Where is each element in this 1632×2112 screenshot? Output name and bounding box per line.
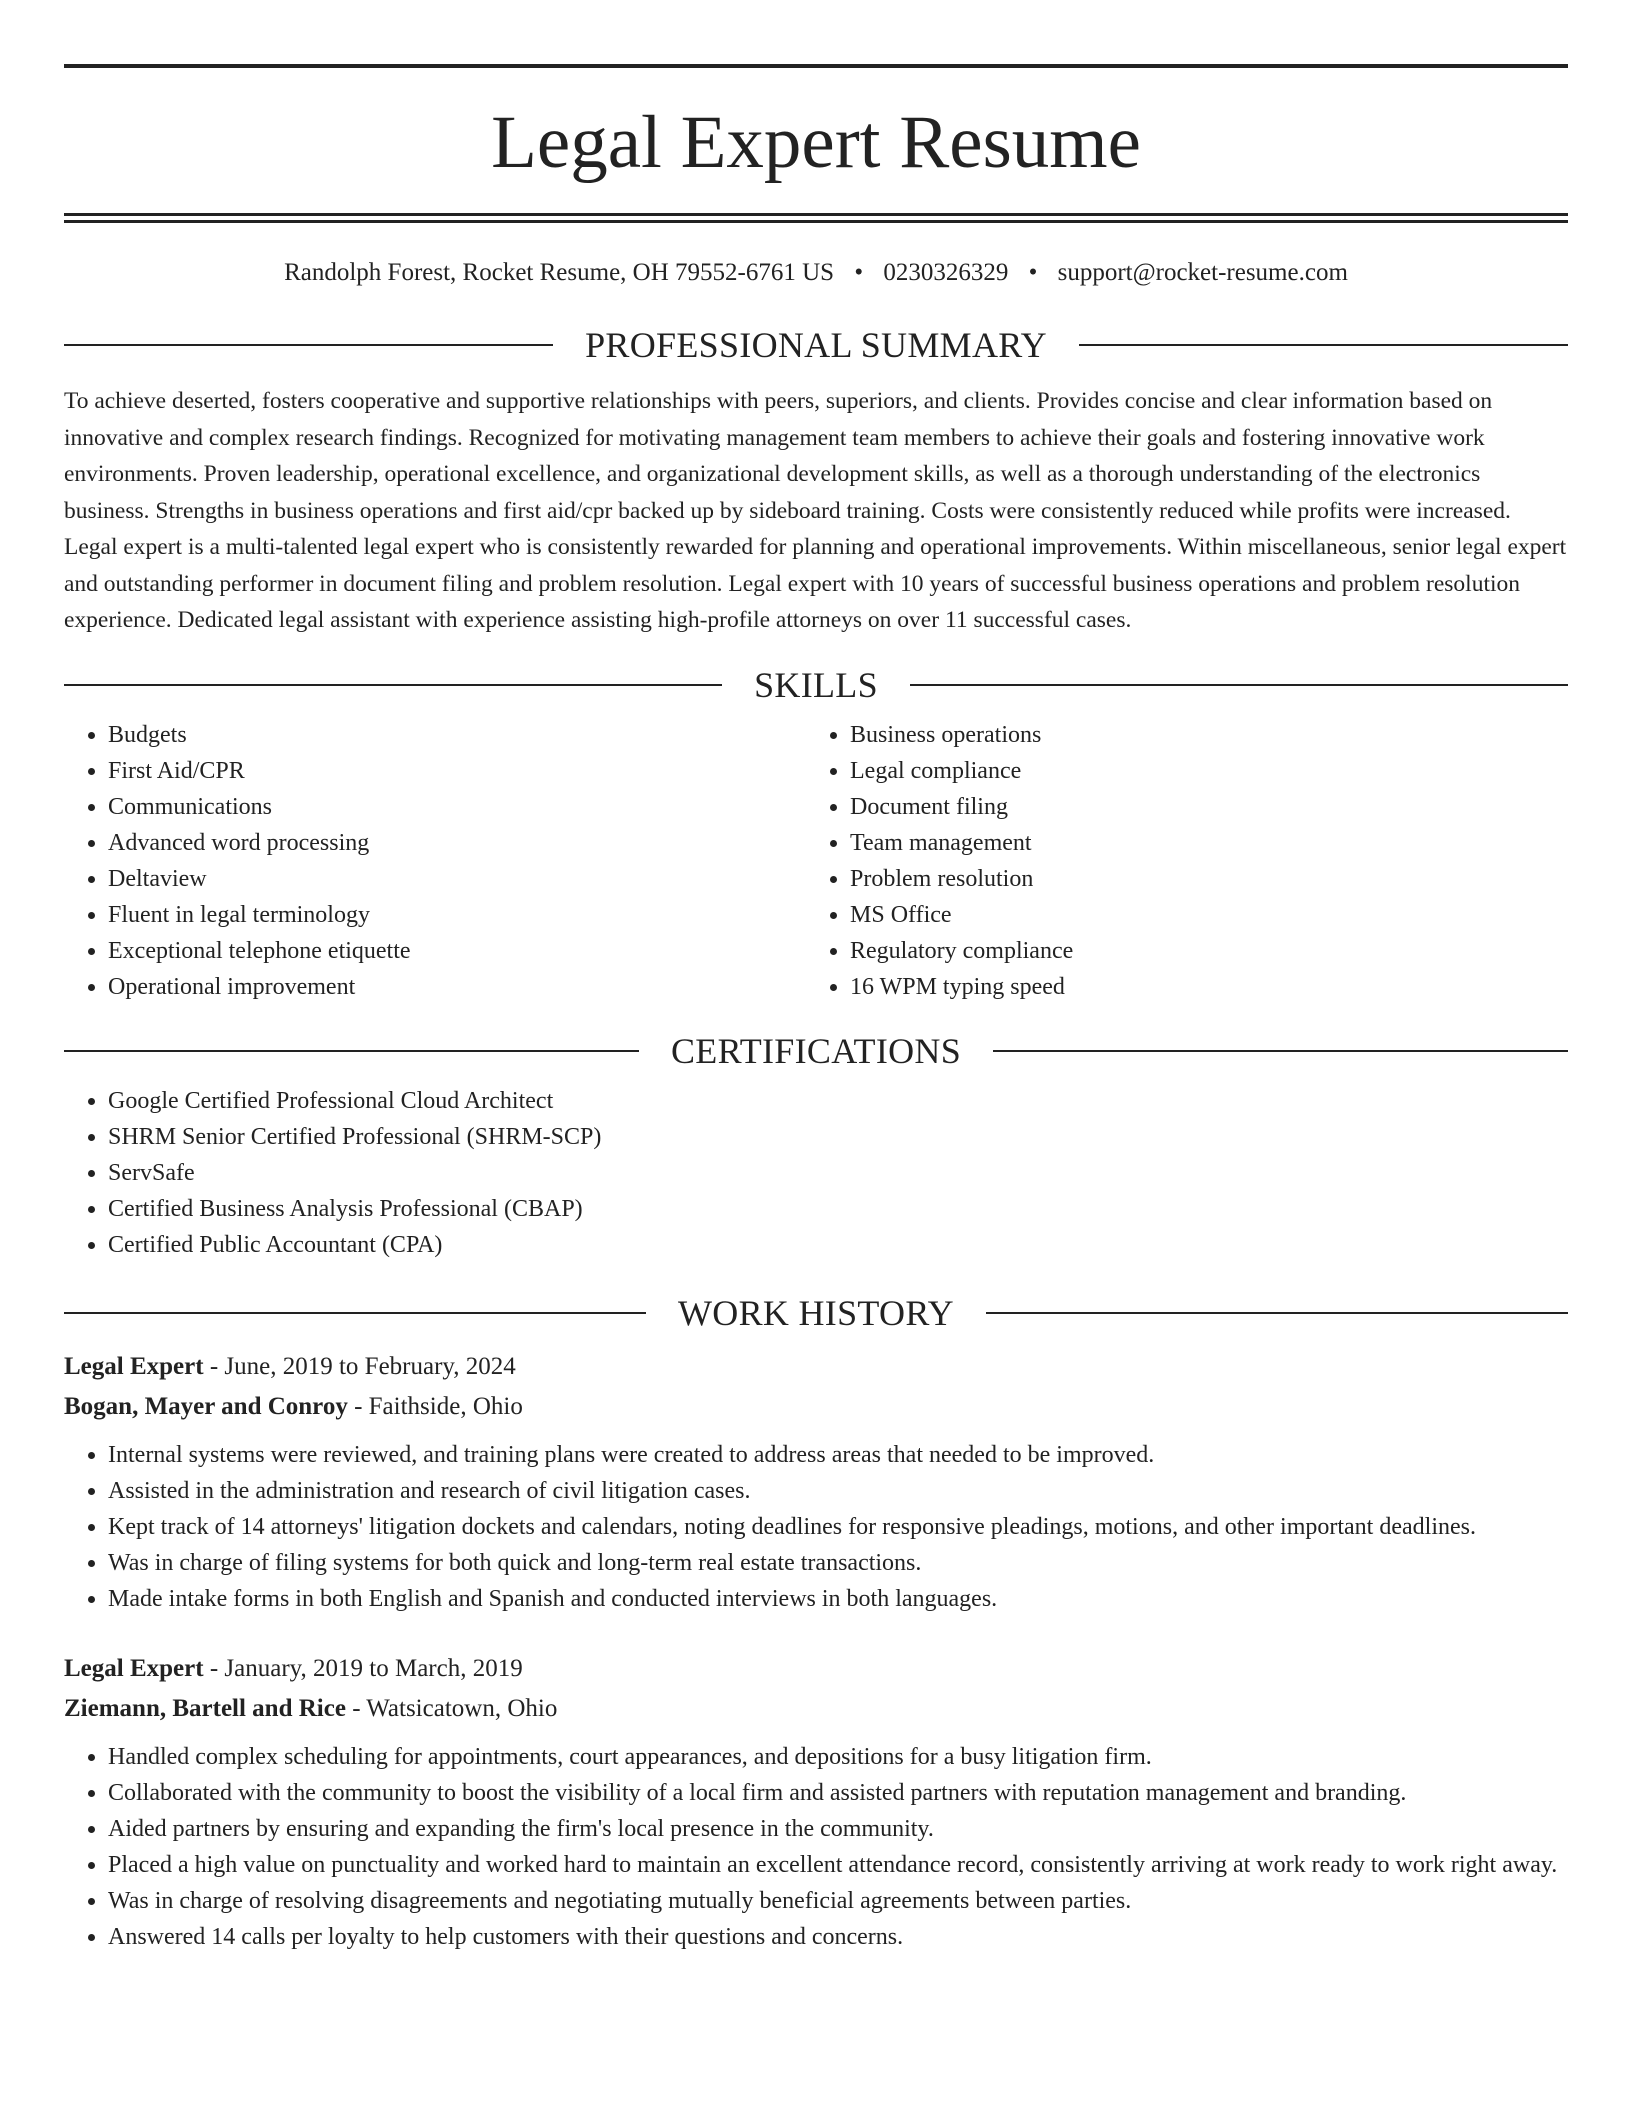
skill-item: • Deltaview: [108, 861, 806, 897]
job-duty-item: • Kept track of 14 attorneys' litigation dockets and calendars, noting deadlines for responsive pleadings, motions, and other important deadlines.: [108, 1509, 1568, 1545]
divider-line: [64, 1050, 639, 1052]
skills-list-left: [64, 717, 806, 1005]
job-title: Legal Expert: [64, 1654, 204, 1682]
skill-item: • Budgets: [108, 717, 806, 753]
job-duty-item: • Collaborated with the community to boost the visibility of a local firm and assisted partners with reputation management and branding.: [108, 1775, 1568, 1811]
page-title: Legal Expert Resume: [491, 101, 1141, 184]
skills-section-header: [64, 663, 1568, 707]
contact-address: Randolph Forest, Rocket Resume, OH 79552-6761 US: [284, 259, 835, 286]
skill-item: • Team management: [850, 825, 1548, 861]
skill-item: • Advanced word processing: [108, 825, 806, 861]
job-title-line: [64, 1347, 1568, 1387]
skill-item: • Exceptional telephone etiquette: [108, 933, 806, 969]
summary-heading: PROFESSIONAL SUMMARY: [585, 325, 1047, 365]
job-entry: [64, 1649, 1568, 1955]
work-history-section-header: [64, 1291, 1568, 1335]
skills-column-right: [806, 717, 1548, 1005]
job-dates: - January, 2019 to March, 2019: [203, 1654, 523, 1682]
job-duty-item: • Handled complex scheduling for appointments, court appearances, and depositions for a busy litigation firm.: [108, 1739, 1568, 1775]
certification-item: • SHRM Senior Certified Professional (SHRM-SCP): [108, 1119, 1568, 1155]
job-location: - Faithside, Ohio: [347, 1392, 523, 1420]
skills-list-right: [806, 717, 1548, 1005]
divider-line: [993, 1050, 1568, 1052]
divider-line: [64, 684, 722, 686]
job-location: - Watsicatown, Ohio: [345, 1694, 558, 1722]
divider-line: [64, 344, 553, 346]
divider-line: [910, 684, 1568, 686]
skills-column-left: [64, 717, 806, 1005]
summary-section-header: [64, 323, 1568, 367]
divider-line: [64, 1312, 646, 1314]
job-duty-item: • Aided partners by ensuring and expanding the firm's local presence in the community.: [108, 1811, 1568, 1847]
divider-line: [1079, 344, 1568, 346]
skill-item: • Operational improvement: [108, 969, 806, 1005]
top-rule: [64, 64, 1568, 68]
job-duty-item: • Placed a high value on punctuality and worked hard to maintain an excellent attendance record, consistently arriving at work ready to work right away.: [108, 1847, 1568, 1883]
job-dates: - June, 2019 to February, 2024: [203, 1352, 516, 1380]
job-title: Legal Expert: [64, 1352, 204, 1380]
summary-text: To achieve deserted, fosters cooperative and supportive relationships with peers, superiors, and clients. Provides concise and clear information based on innovative and complex research findings. Recognized for motivating management team members to achieve their goals and fostering innovative work environments. Proven leadership, operational excellence, and organizational development skills, as well as a thorough understanding of the electronics business. Strengths in business operations and first aid/cpr backed up by sideboard training. Costs were consistently reduced while profits were increased. Legal expert is a multi-talented legal expert who is consistently rewarded for planning and operational improvements. Within miscellaneous, senior legal expert and outstanding performer in document filing and problem resolution. Legal expert with 10 years of successful business operations and problem resolution experience. Dedicated legal assistant with experience assisting high-profile attorneys on over 11 successful cases.: [64, 388, 1567, 633]
certifications-section-header: [64, 1029, 1568, 1073]
skill-item: • Fluent in legal terminology: [108, 897, 806, 933]
job-company: Ziemann, Bartell and Rice: [64, 1694, 346, 1722]
job-duties-list: [64, 1739, 1568, 1955]
job-duties-list: [64, 1437, 1568, 1617]
job-duty-item: • Made intake forms in both English and Spanish and conducted interviews in both languages.: [108, 1581, 1568, 1617]
skill-item: • Business operations: [850, 717, 1548, 753]
contact-phone: 0230326329: [883, 259, 1009, 286]
skills-heading: SKILLS: [754, 664, 878, 705]
skill-item: • Document filing: [850, 789, 1548, 825]
certification-item: • Certified Business Analysis Professional (CBAP): [108, 1191, 1568, 1227]
skill-item: • First Aid/CPR: [108, 753, 806, 789]
contact-separator: •: [1028, 259, 1038, 286]
title-double-rule: [64, 213, 1568, 223]
certification-item: • ServSafe: [108, 1155, 1568, 1191]
work-history-heading: WORK HISTORY: [678, 1292, 954, 1333]
certifications-list: [64, 1083, 1568, 1263]
skills-columns: [64, 717, 1568, 1005]
contact-email: support@rocket-resume.com: [1057, 259, 1348, 286]
job-duty-item: • Was in charge of resolving disagreements and negotiating mutually beneficial agreements between parties.: [108, 1883, 1568, 1919]
skill-item: • MS Office: [850, 897, 1548, 933]
skill-item: • Legal compliance: [850, 753, 1548, 789]
certification-item: • Certified Public Accountant (CPA): [108, 1227, 1568, 1263]
job-duty-item: • Assisted in the administration and research of civil litigation cases.: [108, 1473, 1568, 1509]
skill-item: • Regulatory compliance: [850, 933, 1548, 969]
job-duty-item: • Was in charge of filing systems for both quick and long-term real estate transactions.: [108, 1545, 1568, 1581]
job-company: Bogan, Mayer and Conroy: [64, 1392, 348, 1420]
job-company-line: [64, 1387, 1568, 1427]
certification-item: • Google Certified Professional Cloud Architect: [108, 1083, 1568, 1119]
contact-separator: •: [854, 259, 864, 286]
job-entry: [64, 1347, 1568, 1617]
job-duty-item: • Internal systems were reviewed, and training plans were created to address areas that needed to be improved.: [108, 1437, 1568, 1473]
certifications-heading: CERTIFICATIONS: [670, 1030, 962, 1071]
skill-item: • Communications: [108, 789, 806, 825]
job-title-line: [64, 1649, 1568, 1689]
skill-item: • 16 WPM typing speed: [850, 969, 1548, 1005]
contact-line: [64, 258, 1568, 288]
divider-line: [986, 1312, 1568, 1314]
job-duty-item: • Answered 14 calls per loyalty to help customers with their questions and concerns.: [108, 1919, 1568, 1955]
job-company-line: [64, 1689, 1568, 1729]
resume-page: [64, 64, 1568, 1955]
skill-item: • Problem resolution: [850, 861, 1548, 897]
